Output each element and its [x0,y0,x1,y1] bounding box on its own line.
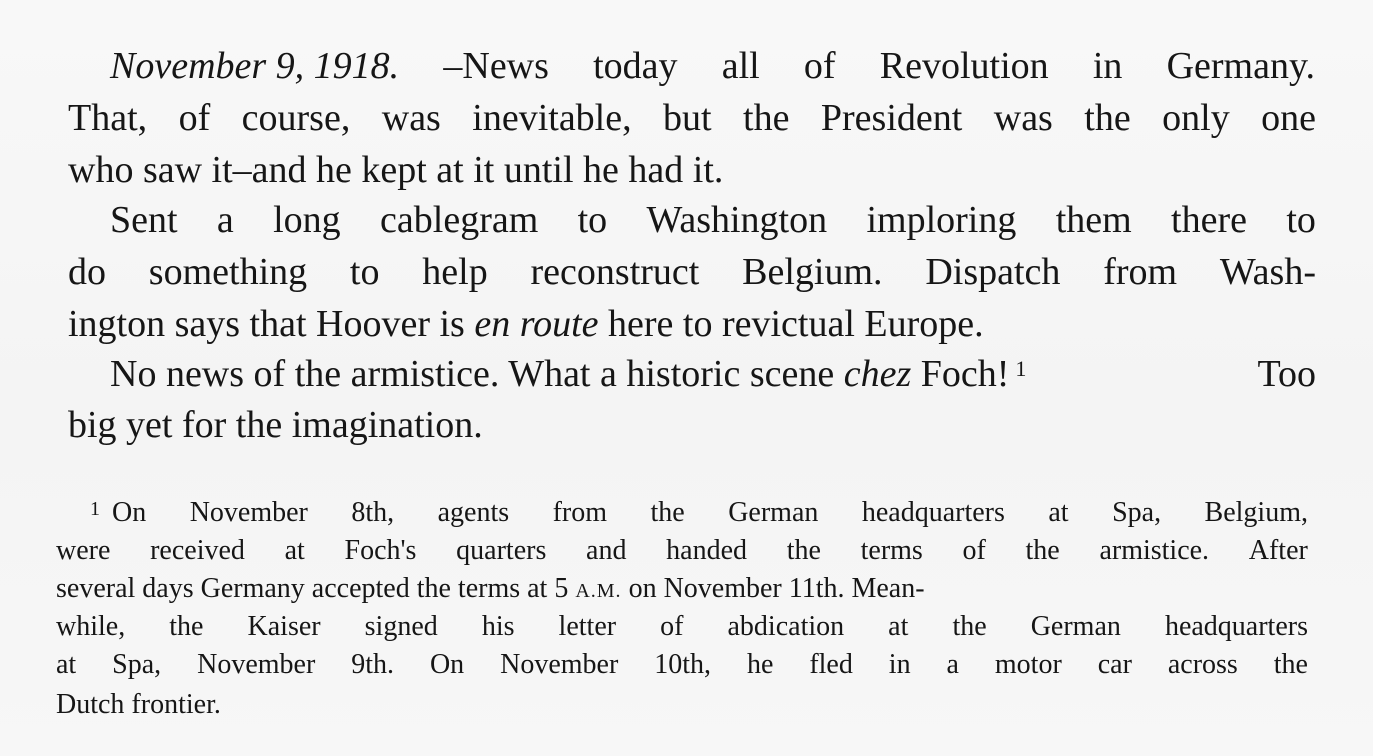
footnote-line4-word: German [1030,611,1121,642]
footnote-line2-word: at [284,535,305,566]
para1-line2-word: but [663,97,712,139]
footnote-line6 [56,686,221,724]
para1-line1-word: Revolution [879,45,1049,87]
para3-line1-after: Foch! [911,353,1010,395]
footnote-line5-word: a [946,649,959,680]
para2-line2-word: Dispatch [925,251,1061,293]
footnote-line4-word: of [660,611,684,642]
para2-line2-word: do [68,251,106,293]
footnote-line4-word: signed [364,611,438,642]
footnote-line4 [56,608,1308,646]
footnote-line1-word: from [552,497,608,528]
footnote-line4-word: Kaiser [247,611,321,642]
para2-line1 [110,194,1316,246]
footnote-line1-word: agents [437,497,510,528]
footnote-line5-word: in [888,649,911,680]
para1-line3 [68,144,723,196]
para2-line1-word: Washington [646,199,828,241]
para3-line2-text: big yet for the imagination. [68,404,483,446]
footnote-line5 [56,646,1308,684]
para2-line2-word: Wash- [1219,251,1316,293]
footnote-line2-word: handed [666,535,748,566]
para1-line2-word: the [1084,97,1131,139]
para2-line2-word: from [1103,251,1178,293]
para2-line2-word: reconstruct [530,251,700,293]
italic-en-route: en route [474,303,599,345]
para2-line3 [68,298,984,350]
footnote-line1-word: Belgium, [1204,497,1308,528]
footnote-line5-word: On [429,649,465,680]
footnote-line2-word: terms [860,535,923,566]
footnote-line2-word: After [1248,535,1308,566]
footnote-line5-word: fled [809,649,853,680]
footnote-line5-word: he [746,649,774,680]
para1-line2-word: of [178,97,211,139]
para1-line2-word: President [820,97,963,139]
footnote-line5-word: 10th, [654,649,712,680]
footnote-line4-word: his [481,611,515,642]
footnote-line1-word: Spa, [1112,497,1162,528]
footnote-line1-word: headquarters [861,497,1005,528]
para2-line2-word: to [349,251,380,293]
footnote-line2-word: the [1025,535,1060,566]
para2-line2-word: Belgium. [742,251,883,293]
para1-line2-word: one [1261,97,1316,139]
footnote-line2-word: quarters [456,535,547,566]
para1-line2-word: only [1162,97,1230,139]
para1-line2 [68,92,1316,144]
footnote-line1 [90,494,1308,532]
para1-line2-word: inevitable, [472,97,632,139]
footnote-line2-word: the [786,535,821,566]
para1-line1-word: Germany. [1166,45,1315,87]
para2-line1-word: to [577,199,608,241]
footnote-line4-word: the [169,611,204,642]
footnote-line1-word: On [112,497,147,528]
footnote-line2-word: and [586,535,627,566]
para1-line2-word: was [993,97,1053,139]
footnote-line1-word: November [189,497,308,528]
para2-line1-word: to [1286,199,1316,241]
para2-line2 [68,246,1316,298]
footnote-line1-word: at [1048,497,1069,528]
para2-line1-word: imploring [866,199,1017,241]
footnote-line4-word: the [952,611,987,642]
footnote-line5-word: the [1273,649,1308,680]
footnote-marker: 1 [90,498,100,520]
para2-line3-after: here to revictual Europe. [598,303,984,345]
footnote-line5-word: motor [994,649,1062,680]
para1-line1-word: –News [443,45,549,87]
footnote-line1-words [112,494,1308,532]
para2-line1-word: there [1171,199,1247,241]
para1-line3-text: who saw it–and he kept at it until he had it. [68,149,724,191]
para1-line2-word: the [743,97,790,139]
footnote-line6-text: Dutch frontier. [56,689,221,720]
para3-line2 [68,399,483,451]
footnote-line3 [56,570,925,608]
footnote-line5-word: November [197,649,316,680]
para2-line1-word: cablegram [380,199,539,241]
footnote-reference: 1 [1015,356,1027,381]
para1-line1-word: of [803,45,836,87]
footnote-line3-before: several days Germany accepted the terms at 5 [56,573,576,604]
italic-chez: chez [843,353,912,395]
para3-line1-end: Too [1257,353,1316,395]
diary-date: November 9, 1918. [110,45,400,87]
para2-line2-word: something [148,251,308,293]
footnote-line2-word: armistice. [1099,535,1210,566]
para2-line1-word: them [1055,199,1132,241]
footnote-line2-word: Foch's [344,535,417,566]
footnote-line3-after: on November 11th. Mean- [621,573,925,604]
footnote-line5-word: car [1097,649,1132,680]
para2-line1-word: a [216,199,234,241]
para3-line1 [110,348,1316,400]
footnote-line2 [56,532,1308,570]
footnote-line1-word: German [728,497,819,528]
para1-line2-word: That, [68,97,148,139]
para1-line2-word: was [381,97,441,139]
para1-line2-word: course, [241,97,351,139]
footnote-line5-word: 9th. [351,649,394,680]
para3-line1-before: No news of the armistice. What a historic scene [110,353,844,395]
para1-line1-word: in [1092,45,1123,87]
footnote-am: A.M. [575,580,622,602]
footnote-line5-word: across [1167,649,1238,680]
para1-line1-word: all [721,45,760,87]
footnote-line5-word: at [56,649,77,680]
footnote-line4-word: headquarters [1164,611,1308,642]
para2-line1-word: long [273,199,341,241]
para2-line1-word: Sent [110,199,178,241]
footnote-line5-word: November [500,649,619,680]
footnote-line5-word: Spa, [112,649,162,680]
footnote-line2-word: received [150,535,245,566]
footnote-line1-word: the [650,497,685,528]
para1-line1 [110,40,1315,92]
para2-line3-before: ington says that Hoover is [68,303,475,345]
footnote-line4-word: letter [558,611,617,642]
para1-line1-word: today [593,45,678,87]
footnote-line2-word: of [962,535,986,566]
footnote-line4-word: abdication [727,611,845,642]
footnote-line2-word: were [56,535,111,566]
footnote-line4-word: at [888,611,909,642]
para2-line2-word: help [422,251,488,293]
footnote-line4-word: while, [56,611,126,642]
footnote-line1-word: 8th, [351,497,395,528]
